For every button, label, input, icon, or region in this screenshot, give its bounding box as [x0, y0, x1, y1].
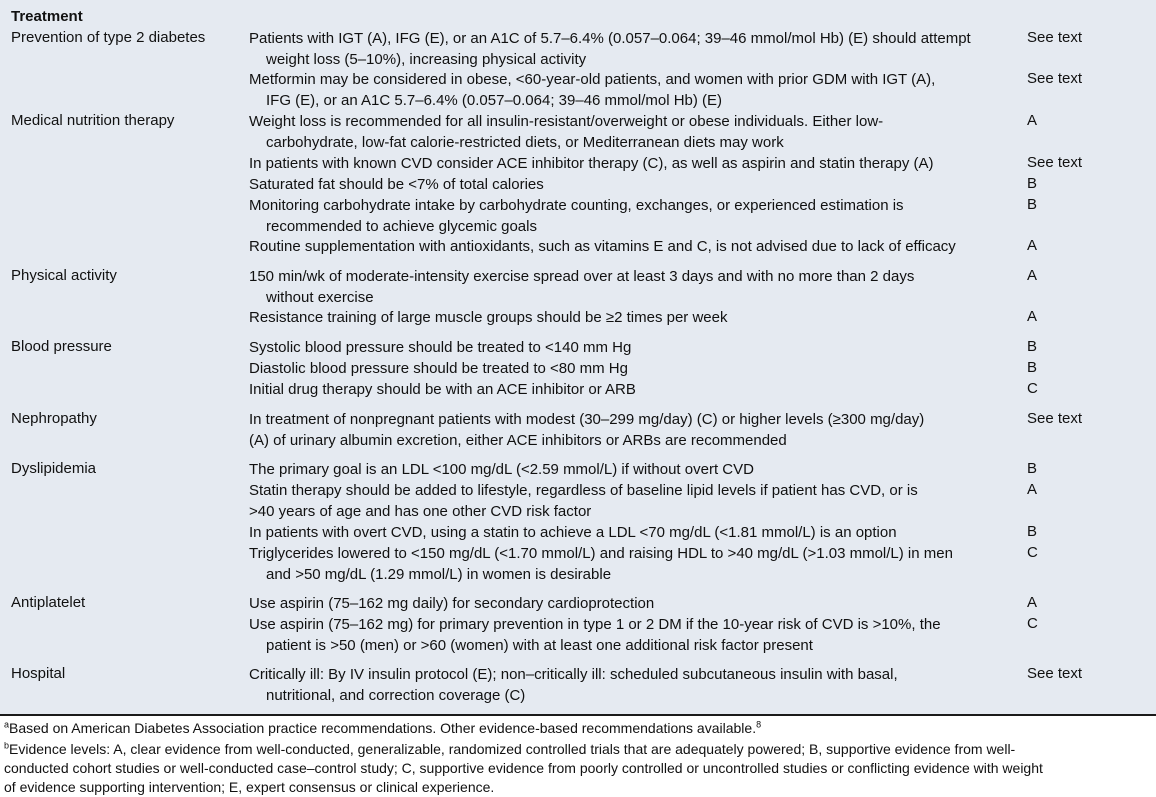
recommendation: Routine supplementation with antioxidants, such as vitamins E and C, is not advised due to lack of efficacy — [249, 238, 956, 255]
recommendation: Systolic blood pressure should be treated to <140 mm Hg — [249, 339, 632, 356]
recommendation: Weight loss is recommended for all insulin-resistant/overweight or obese individuals. Either low- carbohydrate, low-fat calorie-restricted diets, or Mediterranean diets may work — [249, 113, 884, 151]
category-physical-activity: Physical activity — [11, 267, 117, 284]
recommendation: Diastolic blood pressure should be treated to <80 mm Hg — [249, 360, 628, 377]
recommendation: In patients with overt CVD, using a statin to achieve a LDL <70 mg/dL (<1.81 mmol/L) is an option — [249, 524, 897, 541]
category-prevention: Prevention of type 2 diabetes — [11, 29, 206, 46]
recommendation: Monitoring carbohydrate intake by carbohydrate counting, exchanges, or experienced estimation is recommended to achieve glycemic goals — [249, 197, 904, 235]
category-nephropathy: Nephropathy — [11, 410, 97, 427]
recommendation: Patients with IGT (A), IFG (E), or an A1C of 5.7–6.4% (0.057–0.064; 39–46 mmol/mol Hb) (E) should attempt weight loss (5–10%), increasing physical activity — [249, 30, 971, 68]
footnote-b: $^b$Evidence levels: A, clear evidence from well-conducted, generalizable, randomized controlled trials that are adequately powered; B, supportive evidence from well- conducted cohort studies or well-conducted case–control study; C, supportive evidence from poorly controlled or uncontrolled studies or conflicting evidence with weight of evidence supporting intervention; E, expert consensus or clinical experience. — [4, 740, 1043, 795]
category-hospital: Hospital — [11, 665, 66, 682]
evidence-level: A — [1027, 594, 1038, 611]
category-dyslipidemia: Dyslipidemia — [11, 460, 97, 477]
recommendation: The primary goal is an LDL <100 mg/dL (<2.59 mmol/L) if without overt CVD — [249, 461, 754, 478]
recommendation: Saturated fat should be <7% of total calories — [249, 176, 544, 193]
evidence-level: See text — [1027, 29, 1083, 46]
footnote-a: $^a$Based on American Diabetes Association practice recommendations. Other evidence-based recommendations available.$^8$ — [4, 719, 762, 736]
recommendation: Resistance training of large muscle groups should be ≥2 times per week — [249, 309, 728, 326]
evidence-level: B — [1027, 338, 1038, 355]
evidence-level: A — [1027, 481, 1038, 498]
evidence-level: B — [1027, 175, 1038, 192]
evidence-level: A — [1027, 267, 1038, 284]
recommendation: 150 min/wk of moderate-intensity exercise spread over at least 3 days and with no more than 2 days without exercise — [249, 268, 915, 306]
evidence-level: See text — [1027, 70, 1083, 87]
evidence-level: B — [1027, 460, 1038, 477]
evidence-level: See text — [1027, 154, 1083, 171]
category-nutrition: Medical nutrition therapy — [11, 112, 175, 129]
evidence-level: C — [1027, 544, 1038, 561]
recommendation: Statin therapy should be added to lifestyle, regardless of baseline lipid levels if patient has CVD, or is >40 years of age and has one other CVD risk factor — [249, 482, 918, 520]
evidence-level: B — [1027, 359, 1038, 376]
recommendation: Critically ill: By IV insulin protocol (E); non–critically ill: scheduled subcutaneous insulin with basal, nutritional, and correction coverage (C) — [249, 666, 898, 704]
evidence-level: A — [1027, 237, 1038, 254]
evidence-level: B — [1027, 523, 1038, 540]
evidence-level: B — [1027, 196, 1038, 213]
recommendation: In treatment of nonpregnant patients with modest (30–299 mg/day) (C) or higher levels (≥300 mg/day) (A) of urinary albumin excretion, either ACE inhibitors or ARBs are recommended — [249, 411, 925, 449]
recommendation: Use aspirin (75–162 mg) for primary prevention in type 1 or 2 DM if the 10-year risk of CVD is >10%, the patient is >50 (men) or >60 (women) with at least one additional risk factor present — [249, 616, 941, 654]
category-antiplatelet: Antiplatelet — [11, 594, 86, 611]
evidence-level: A — [1027, 112, 1038, 129]
table-header-treatment: Treatment — [11, 8, 83, 25]
category-blood-pressure: Blood pressure — [11, 338, 112, 355]
evidence-level: See text — [1027, 410, 1083, 427]
evidence-level: A — [1027, 308, 1038, 325]
evidence-level: See text — [1027, 665, 1083, 682]
table-bottom-rule — [0, 714, 1156, 716]
recommendation: Metformin may be considered in obese, <60-year-old patients, and women with prior GDM with IGT (A), IFG (E), or an A1C 5.7–6.4% (0.057–0.064; 39–46 mmol/mol Hb) (E) — [249, 71, 936, 109]
recommendation: Triglycerides lowered to <150 mg/dL (<1.70 mmol/L) and raising HDL to >40 mg/dL (>1.03 mmol/L) in men and >50 mg/dL (1.29 mmol/L) in women is desirable — [249, 545, 953, 583]
recommendation: Initial drug therapy should be with an ACE inhibitor or ARB — [249, 381, 636, 398]
evidence-level: C — [1027, 380, 1038, 397]
recommendation: Use aspirin (75–162 mg daily) for secondary cardioprotection — [249, 595, 655, 612]
evidence-level: C — [1027, 615, 1038, 632]
recommendation: In patients with known CVD consider ACE inhibitor therapy (C), as well as aspirin and statin therapy (A) — [249, 155, 934, 172]
